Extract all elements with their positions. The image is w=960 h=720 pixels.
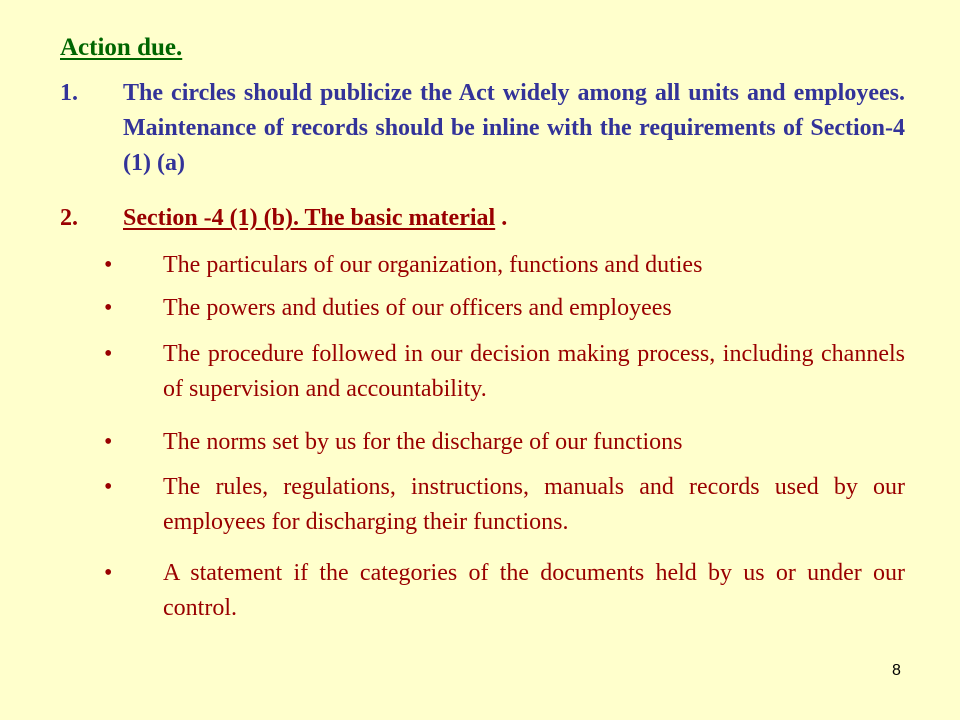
- section-heading: Action due.: [60, 34, 183, 61]
- bullet-text: A statement if the categories of the documents held by us or under our control.: [163, 560, 905, 621]
- bullet-text: The procedure followed in our decision making process, including channels of supervision and accountability.: [163, 341, 905, 402]
- item-number: 2.: [60, 205, 78, 231]
- item-number: 1.: [60, 80, 78, 106]
- bullet-item: [100, 248, 905, 283]
- bullet-item: [100, 556, 905, 626]
- bullet-icon: •: [104, 560, 113, 586]
- item-text: [123, 201, 905, 236]
- bullet-text: The powers and duties of our officers and employees: [163, 295, 672, 321]
- bullet-item: [100, 337, 905, 407]
- item-subheading: Section -4 (1) (b). The basic material: [123, 205, 496, 231]
- item-text: The circles should publicize the Act widely among all units and employees. Maintenance of records should be inline with the requirements of Section-4 (1) (a): [123, 80, 905, 176]
- bullet-icon: •: [104, 429, 113, 455]
- item-suffix: .: [495, 205, 508, 231]
- bullet-icon: •: [104, 341, 113, 367]
- bullet-item: [100, 470, 905, 540]
- bullet-icon: •: [104, 474, 113, 500]
- numbered-item-1: [60, 76, 905, 181]
- numbered-item-2: [60, 201, 905, 236]
- bullet-icon: •: [104, 252, 113, 278]
- bullet-icon: •: [104, 295, 113, 321]
- bullet-text: The rules, regulations, instructions, manuals and records used by our employees for discharging their functions.: [163, 474, 905, 535]
- bullet-item: [100, 291, 905, 326]
- bullet-item: [100, 425, 905, 460]
- page-number: 8: [892, 662, 901, 679]
- bullet-text: The particulars of our organization, functions and duties: [163, 252, 703, 278]
- bullet-text: The norms set by us for the discharge of our functions: [163, 429, 683, 455]
